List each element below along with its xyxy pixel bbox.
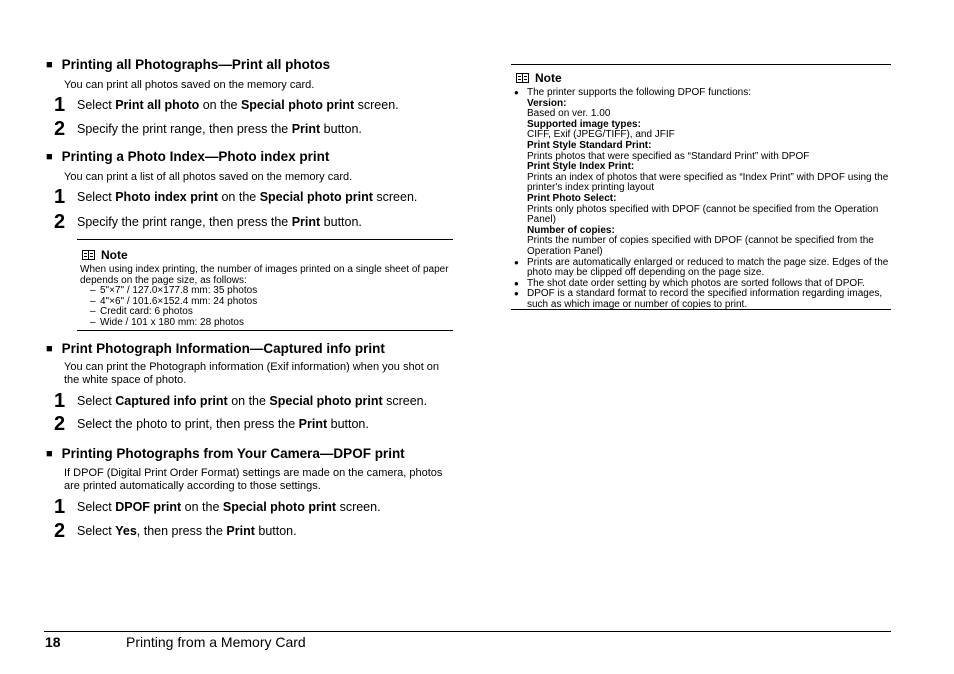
note-title: Note (535, 71, 562, 85)
step-number: 1 (54, 496, 66, 518)
step-text: Select DPOF print on the Special photo print screen. (77, 500, 381, 514)
square-bullet-icon: ■ (46, 343, 53, 355)
bullet-item: ● The printer supports the following DPOF functions: (513, 88, 889, 99)
dpof-function: Print Style Index Print: Prints an index of photos that were specified as “Index Print” with DPOF using the printer's index printing layout (527, 161, 889, 194)
step-number: 1 (54, 94, 66, 116)
section-intro: You can print the Photograph information (Exif information) when you shot on the white space of photo. (64, 361, 440, 386)
dpof-function: Version: Based on ver. 1.00 (527, 97, 611, 120)
section-title: Print Photograph Information—Captured info print (61, 341, 385, 356)
step-text: Select Captured info print on the Special photo print screen. (77, 394, 428, 408)
section-title: Printing all Photographs—Print all photos (61, 57, 331, 72)
list-item: – Wide / 101 x 180 mm: 28 photos (90, 318, 450, 329)
step-number: 1 (54, 390, 66, 412)
section-heading (46, 341, 385, 356)
square-bullet-icon: ■ (46, 448, 53, 460)
square-bullet-icon: ■ (46, 59, 53, 71)
step-text: Specify the print range, then press the Print button. (77, 215, 362, 229)
list-item: – Credit card: 6 photos (90, 307, 450, 318)
step-number: 2 (54, 211, 66, 233)
step-number: 2 (54, 520, 66, 542)
dpof-note-box (511, 64, 891, 310)
dpof-function: Print Style Standard Print: Prints photos that were specified as “Standard Print” with DPOF (527, 139, 810, 162)
section-heading (46, 446, 405, 461)
list-item: – 4"×6" / 101.6×152.4 mm: 24 photos (90, 297, 450, 308)
step-number: 2 (54, 118, 66, 140)
note-body (513, 88, 889, 310)
section-heading (46, 149, 329, 164)
list-item: – 5"×7" / 127.0×177.8 mm: 35 photos (90, 286, 450, 297)
section-intro: If DPOF (Digital Print Order Format) settings are made on the camera, photos are printed automatically according to those settings. (64, 467, 443, 492)
footer-rule (44, 631, 891, 632)
square-bullet-icon: ■ (46, 151, 53, 163)
step-text: Select Yes, then press the Print button. (77, 524, 297, 538)
note-icon (516, 73, 529, 83)
step-text: Specify the print range, then press the Print button. (77, 122, 362, 136)
bullet-item: ● DPOF is a standard format to record the specified information regarding images, such as which image or number of copies to print. (513, 289, 889, 310)
page-number: 18 (45, 634, 61, 650)
step-text: Select Print all photo on the Special photo print screen. (77, 98, 399, 112)
step-number: 1 (54, 186, 66, 208)
step-number: 2 (54, 413, 66, 435)
note-heading (82, 248, 128, 262)
dpof-function: Print Photo Select: Prints only photos specified with DPOF (cannot be specified from the Operation Panel) (527, 192, 879, 226)
section-title: Printing Photographs from Your Camera—DPOF print (61, 446, 405, 461)
bullet-item: ● The shot date order setting by which photos are sorted follows that of DPOF. (513, 279, 889, 290)
step-text: Select Photo index print on the Special photo print screen. (77, 190, 418, 204)
step-text: Select the photo to print, then press the Print button. (77, 417, 369, 431)
note-text: When using index printing, the number of images printed on a single sheet of paper depends on the page size, as follows: (80, 264, 449, 286)
bullet-item: ● Prints are automatically enlarged or reduced to match the page size. Edges of the photo may be clipped off depending on the page size. (513, 258, 889, 279)
note-icon (82, 250, 95, 260)
section-intro: You can print all photos saved on the memory card. (64, 79, 315, 91)
dpof-function: Supported image types: CIFF, Exif (JPEG/TIFF), and JFIF (527, 118, 675, 141)
dpof-function: Number of copies: Prints the number of copies specified with DPOF (cannot be specified from the Operation Panel) (527, 224, 874, 257)
note-box (77, 239, 453, 331)
note-heading (516, 71, 562, 85)
note-title: Note (101, 248, 128, 262)
section-title: Printing a Photo Index—Photo index print (61, 149, 330, 164)
section-intro: You can print a list of all photos saved on the memory card. (64, 171, 353, 183)
section-heading (46, 57, 330, 72)
chapter-title: Printing from a Memory Card (126, 634, 306, 650)
note-body (80, 265, 450, 329)
